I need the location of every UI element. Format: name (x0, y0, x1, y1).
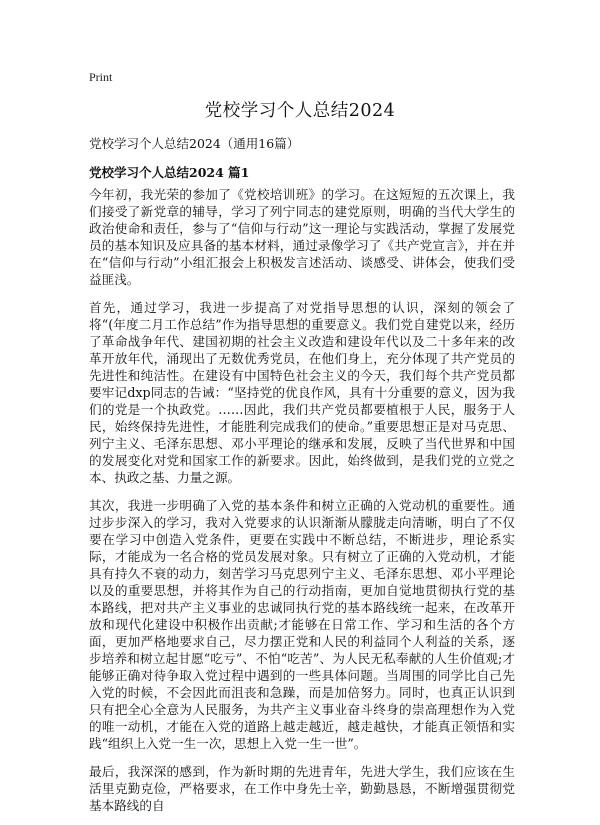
article-body (89, 186, 515, 825)
document-title: 党校学习个人总结2024 (204, 101, 396, 121)
paragraph-3: 其次，我进一步明确了入党的基本条件和树立正确的入党动机的重要性。通过步步深入的学习，我对入党要求的认识渐渐从朦胧走向清晰，明白了不仅要在学习中创造入党条件，更要在实践中不断总结，不断进步，理论系实际，才能成为一名合格的党员发展对象。只有树立了正确的入党动机，才能具有持久不衰的动力，刻苦学习马克思列宁主义、毛泽东思想、邓小平理论以及的重要思想，并将其作为自己的行动指南，更加自觉地贯彻执行党的基本路线，把对共产主义事业的忠诚同执行党的基本路线统一起来，在改革开放和现代化建设中积极作出贡献;才能够在日常工作、学习和生活的各个方面，更加严格地要求自己，尽力摆正党和人民的利益同个人利益的关系，逐步培养和树立起甘愿“吃亏”、不怕“吃苦”、为人民无私奉献的人生价值观;才能够正确对待争取入党过程中遇到的一些具体问题。当周围的同学比自己先入党的时候，不会因此而沮丧和急躁，而是加倍努力。同时，也真正认识到只有把全心全意为人民服务，为共产主义事业奋斗终身的崇高理想作为入党的唯一动机，才能在入党的道路上越走越近，越走越快，才能真正领悟和实践“组织上入党一生一次，思想上入党一生一世”。 (89, 498, 515, 751)
paragraph-2: 首先，通过学习，我进一步提高了对党指导思想的认识，深刻的领会了将“(年度二月工作总结”作为指导思想的重要意义。我们党自建党以来，经历了革命战争年代、建国初期的社会主义改造和建设年代以及二十多年来的改革开放年代，涌现出了无数优秀党员，在他们身上，充分体现了共产党员的先进性和纯洁性。在建设有中国特色社会主义的今天，我们每个共产党员都要牢记dxp同志的告诫：“坚持党的优良作风，具有十分重要的意义，因为我们的党是一个执政党。……因此，我们共产党员都要植根于人民，服务于人民，始终保持先进性，才能胜利完成我们的使命。”重要思想正是对马克思、列宁主义、毛泽东思想、邓小平理论的继承和发展，反映了当代世界和中国的发展变化对党和国家工作的新要求。因此，始终做到，是我们党的立党之本、执政之基、力量之源。 (89, 300, 515, 485)
paragraph-4: 最后，我深深的感到，作为新时期的先进青年，先进大学生，我们应该在生活里克勤克俭，严格要求，在工作中身先士辛，勤勤恳恳，不断增强贯彻党基本路线的自 (89, 764, 515, 813)
section-heading: 党校学习个人总结2024 篇1 (89, 165, 250, 180)
document-subtitle: 党校学习个人总结2024（通用16篇） (89, 136, 300, 151)
print-link[interactable]: Print (89, 70, 113, 84)
paragraph-1: 今年初，我光荣的参加了《党校培训班》的学习。在这短短的五次课上，我们接受了新党章的辅导，学习了列宁同志的建党原则，明确的当代大学生的政治使命和责任，参与了“信仰与行动”这一理论与实践活动，掌握了发展党员的基本知识及应具备的基本材料，通过录像学习了《共产党宣言》，并在并在“信仰与行动”小组汇报会上积极发言述活动、谈感受、讲体会，使我们受益匪浅。 (89, 187, 515, 287)
